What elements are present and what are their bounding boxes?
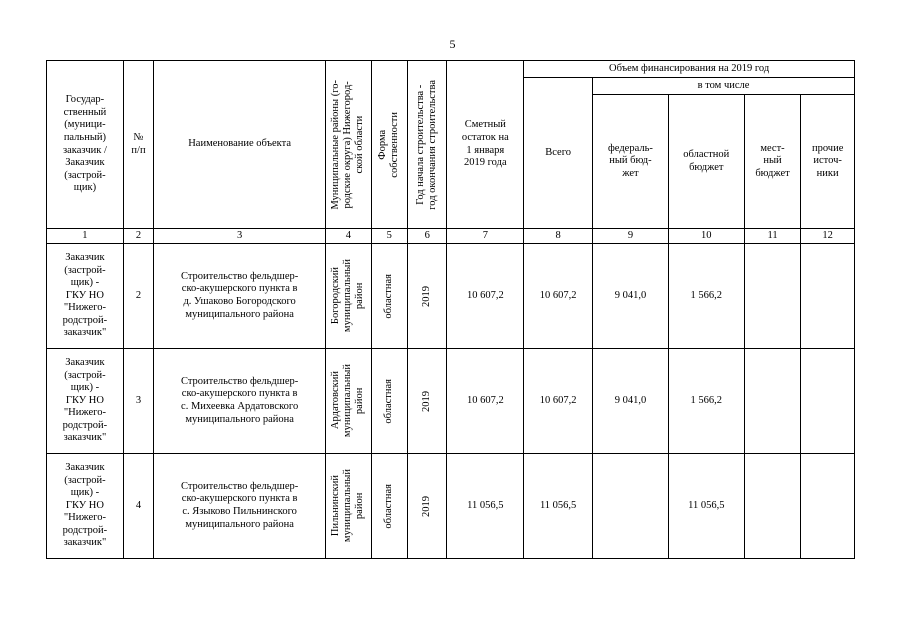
header-local: мест- ный бюджет (744, 95, 801, 229)
num-cell: 4 (123, 454, 153, 559)
column-number: 5 (371, 229, 407, 244)
column-number: 1 (47, 229, 124, 244)
object-name-cell: Строительство фельдшер- ско-акушерского пункта в д. Ушаково Богородского муниципального района (154, 244, 326, 349)
regional-cell: 1 566,2 (668, 244, 744, 349)
customer-cell: Заказчик (застрой- щик) - ГКУ НО "Нижего- родстрой- заказчик" (47, 454, 124, 559)
header-num: № п/п (123, 61, 153, 229)
column-number: 4 (326, 229, 372, 244)
column-number: 6 (407, 229, 446, 244)
object-name-cell: Строительство фельдшер- ско-акушерского пункта в с. Языково Пильнинского муниципального района (154, 454, 326, 559)
ownership-cell: областная (371, 349, 407, 454)
years-cell: 2019 (407, 349, 446, 454)
column-number: 12 (801, 229, 855, 244)
column-number: 10 (668, 229, 744, 244)
district-cell: Пильнинский муниципальный район (326, 454, 372, 559)
column-number-row (47, 229, 855, 244)
column-number: 9 (593, 229, 669, 244)
balance-cell: 10 607,2 (447, 349, 524, 454)
column-number: 7 (447, 229, 524, 244)
column-number: 11 (744, 229, 801, 244)
column-number: 8 (524, 229, 593, 244)
table-row (47, 244, 855, 349)
other-cell (801, 244, 855, 349)
total-cell: 10 607,2 (524, 244, 593, 349)
federal-cell: 9 041,0 (593, 244, 669, 349)
years-cell: 2019 (407, 454, 446, 559)
local-cell (744, 454, 801, 559)
page-number: 5 (449, 37, 456, 51)
ownership-cell: областная (371, 454, 407, 559)
table-row (47, 349, 855, 454)
table-row (47, 454, 855, 559)
other-cell (801, 454, 855, 559)
other-cell (801, 349, 855, 454)
column-number: 2 (123, 229, 153, 244)
balance-cell: 10 607,2 (447, 244, 524, 349)
header-regional: областной бюджет (668, 95, 744, 229)
district-cell: Ардатовский муниципальный район (326, 349, 372, 454)
years-cell: 2019 (407, 244, 446, 349)
federal-cell (593, 454, 669, 559)
total-cell: 10 607,2 (524, 349, 593, 454)
header-balance: Сметный остаток на 1 января 2019 года (447, 61, 524, 229)
column-number: 3 (154, 229, 326, 244)
header-other: прочие источ- ники (801, 95, 855, 229)
federal-cell: 9 041,0 (593, 349, 669, 454)
header-object-name: Наименование объекта (154, 61, 326, 229)
num-cell: 2 (123, 244, 153, 349)
district-cell: Богородский муниципальный район (326, 244, 372, 349)
header-funding: Объем финансирования на 2019 год (524, 61, 855, 78)
ownership-cell: областная (371, 244, 407, 349)
header-federal: федераль- ный бюд- жет (593, 95, 669, 229)
balance-cell: 11 056,5 (447, 454, 524, 559)
total-cell: 11 056,5 (524, 454, 593, 559)
customer-cell: Заказчик (застрой- щик) - ГКУ НО "Нижего- родстрой- заказчик" (47, 349, 124, 454)
header-ownership: Форма собственности (371, 61, 407, 229)
customer-cell: Заказчик (застрой- щик) - ГКУ НО "Нижего- родстрой- заказчик" (47, 244, 124, 349)
header-district: Муниципальные районы (го- родские округа) Нижегород- ской области (326, 61, 372, 229)
local-cell (744, 244, 801, 349)
local-cell (744, 349, 801, 454)
header-including: в том числе (593, 78, 855, 95)
object-name-cell: Строительство фельдшер- ско-акушерского пункта в с. Михеевка Ардатовского муниципального района (154, 349, 326, 454)
header-years: Год начала строительства - год окончания строительства (407, 61, 446, 229)
header-customer: Государ- ственный (муници- пальный) заказчик / Заказчик (застрой- щик) (47, 61, 124, 229)
regional-cell: 1 566,2 (668, 349, 744, 454)
financing-table (46, 60, 855, 559)
num-cell: 3 (123, 349, 153, 454)
header-total: Всего (524, 78, 593, 229)
regional-cell: 11 056,5 (668, 454, 744, 559)
